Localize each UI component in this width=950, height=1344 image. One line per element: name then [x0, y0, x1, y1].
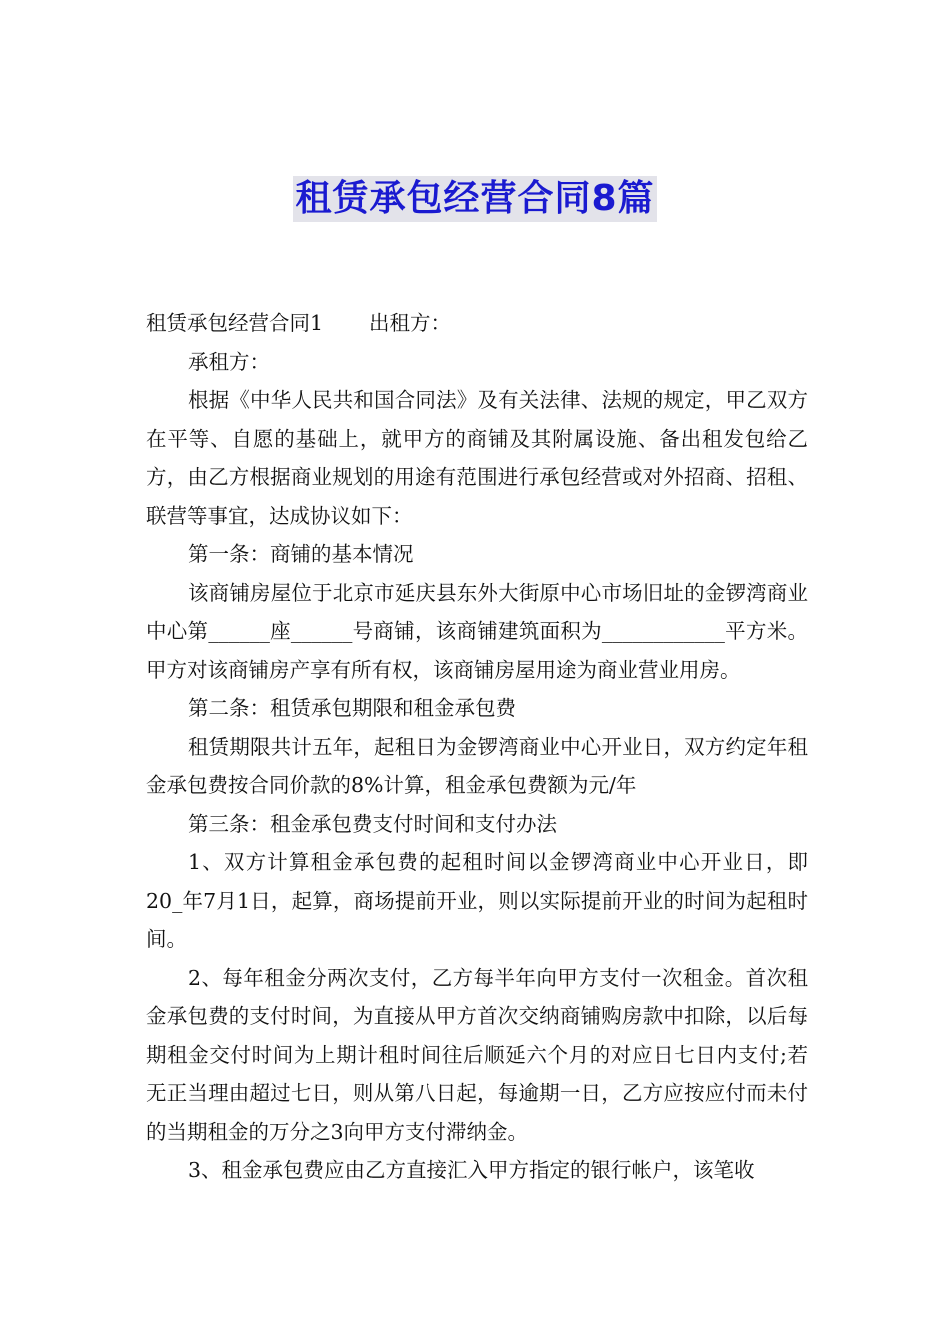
document-body — [146, 304, 808, 1190]
lessor-label: 出租方： — [369, 311, 452, 335]
document-title: 租赁承包经营合同8篇 — [293, 176, 656, 222]
article-3-item-1: 1、双方计算租金承包费的起租时间以金锣湾商业中心开业日，即20_年7月1日，起算，商场提前开业，则以实际提前开业的时间为起租时间。 — [146, 850, 808, 951]
lessee-label: 承租方： — [188, 349, 270, 374]
heading-line — [146, 304, 808, 343]
article-2-text: 租赁期限共计五年，起租日为金锣湾商业中心开业日，双方约定年租金承包费按合同价款的8%计算，租金承包费额为元/年 — [146, 734, 808, 797]
article-3-heading: 第三条：租金承包费支付时间和支付办法 — [188, 811, 557, 836]
contract-name: 租赁承包经营合同1 — [146, 311, 324, 335]
article-2-heading: 第二条：租赁承包期限和租金承包费 — [188, 696, 516, 720]
article-3-item-3: 3、租金承包费应由乙方直接汇入甲方指定的银行帐户，该笔收 — [188, 1158, 755, 1182]
article-1-text: 该商铺房屋位于北京市延庆县东外大街原中心市场旧址的金锣湾商业中心第______座______号商铺，该商铺建筑面积为____________平方米。甲方对该商铺房产享有所有权，该商铺房屋用途为商业营业用房。 — [146, 580, 808, 682]
article-3-item-2: 2、每年租金分两次支付，乙方每半年向甲方支付一次租金。首次租金承包费的支付时间，为直接从甲方首次交纳商铺购房款中扣除，以后每期租金交付时间为上期计租时间往后顺延六个月的对应日七日内支付;若无正当理由超过七日，则从第八日起，每逾期一日，乙方应按应付而未付的当期租金的万分之3向甲方支付滞纳金。 — [146, 965, 808, 1144]
paragraph-preamble: 根据《中华人民共和国合同法》及有关法律、法规的规定，甲乙双方在平等、自愿的基础上，就甲方的商铺及其附属设施、备出租发包给乙方，由乙方根据商业规划的用途有范围进行承包经营或对外招商、招租、联营等事宜，达成协议如下： — [146, 388, 808, 528]
article-1-heading: 第一条：商铺的基本情况 — [188, 542, 414, 566]
title-container — [0, 176, 950, 222]
